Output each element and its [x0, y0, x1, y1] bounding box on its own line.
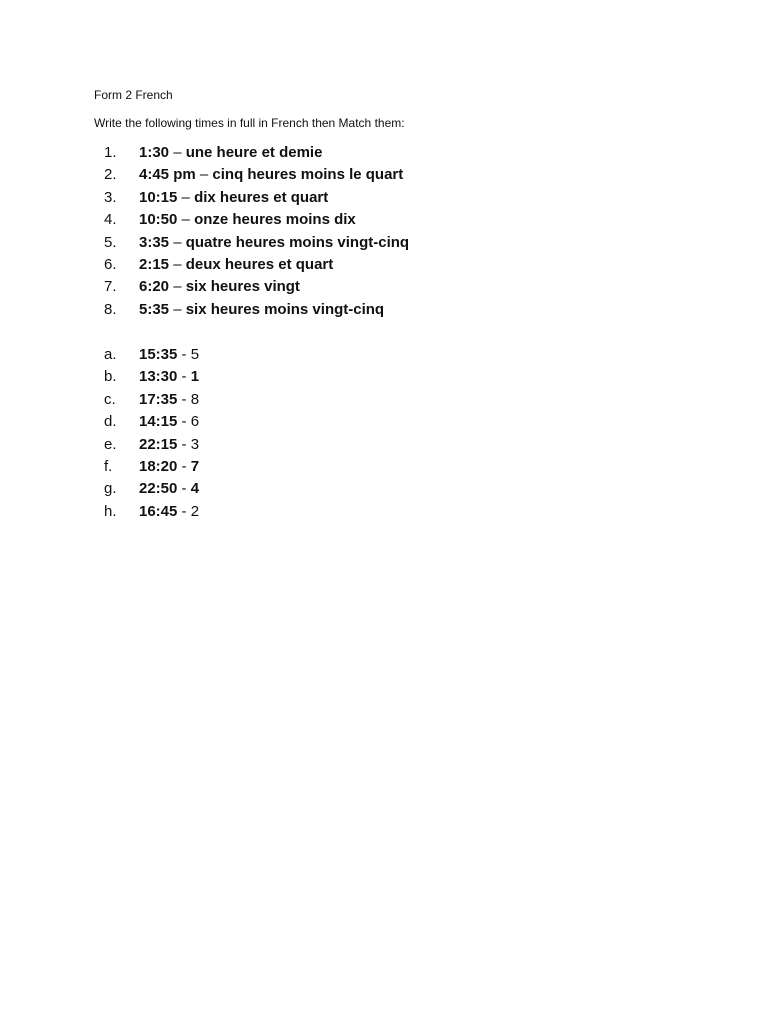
item-separator: -	[177, 435, 191, 453]
item-separator: -	[177, 480, 191, 498]
lettered-item	[104, 366, 199, 388]
item-marker: d.	[104, 413, 117, 431]
item-marker: b.	[104, 368, 117, 386]
item-marker: a.	[104, 346, 117, 363]
lettered-item	[104, 389, 199, 411]
lettered-item	[104, 456, 199, 478]
item-french-text: six heures vingt	[185, 278, 300, 296]
lettered-item	[104, 411, 199, 433]
lettered-item	[104, 434, 199, 456]
item-separator: –	[169, 144, 186, 161]
item-time: 16:45	[139, 502, 178, 520]
item-french-text: onze heures moins dix	[194, 211, 356, 229]
item-time: 18:20	[139, 457, 178, 475]
numbered-item	[104, 276, 409, 298]
item-separator: –	[177, 211, 195, 229]
item-time: 10:15	[139, 188, 178, 206]
item-match-number: 6	[190, 413, 200, 431]
document-title: Form 2 French	[94, 88, 173, 102]
numbered-item	[104, 164, 409, 186]
item-marker: 3.	[104, 188, 117, 206]
item-separator: -	[177, 368, 191, 386]
item-match-number: 3	[190, 435, 200, 453]
item-french-text: six heures moins vingt-cinq	[185, 300, 385, 318]
item-marker: 1.	[104, 144, 117, 161]
item-time: 1:30	[139, 144, 170, 161]
item-separator: -	[177, 502, 191, 520]
item-separator: -	[177, 390, 191, 408]
numbered-item	[104, 187, 409, 209]
item-time: 2:15	[139, 255, 170, 273]
item-marker: 7.	[104, 278, 117, 296]
item-separator: –	[169, 233, 186, 251]
item-time: 13:30	[139, 368, 178, 386]
item-time: 14:15	[139, 413, 178, 431]
numbered-item	[104, 142, 409, 164]
numbered-list	[104, 142, 409, 321]
item-marker: 8.	[104, 300, 117, 318]
item-french-text: une heure et demie	[185, 144, 323, 161]
item-separator: –	[177, 188, 195, 206]
instruction-text: Write the following times in full in French then Match them:	[94, 116, 405, 130]
numbered-item	[104, 299, 409, 321]
item-marker: h.	[104, 502, 117, 520]
lettered-list	[104, 344, 199, 523]
item-time: 15:35	[139, 346, 178, 363]
item-marker: g.	[104, 480, 117, 498]
numbered-item	[104, 232, 409, 254]
item-marker: 2.	[104, 166, 117, 184]
item-marker: f.	[104, 457, 113, 475]
item-separator: –	[195, 166, 213, 184]
item-french-text: deux heures et quart	[185, 255, 334, 273]
item-separator: -	[177, 346, 191, 363]
item-time: 17:35	[139, 390, 178, 408]
item-separator: –	[169, 278, 186, 296]
item-match-number: 1	[190, 368, 200, 386]
item-time: 22:50	[139, 480, 178, 498]
item-marker: e.	[104, 435, 117, 453]
item-separator: -	[177, 413, 191, 431]
item-french-text: cinq heures moins le quart	[212, 166, 404, 184]
lettered-item	[104, 344, 199, 366]
item-match-number: 4	[190, 480, 200, 498]
item-separator: –	[169, 255, 186, 273]
item-separator: –	[169, 300, 186, 318]
item-time: 22:15	[139, 435, 178, 453]
item-marker: c.	[104, 390, 116, 408]
item-match-number: 5	[190, 346, 200, 363]
item-french-text: dix heures et quart	[194, 188, 329, 206]
item-time: 4:45 pm	[139, 166, 196, 184]
item-time: 3:35	[139, 233, 170, 251]
numbered-item	[104, 209, 409, 231]
item-match-number: 7	[190, 457, 200, 475]
item-marker: 6.	[104, 255, 117, 273]
item-match-number: 8	[190, 390, 200, 408]
item-time: 6:20	[139, 278, 170, 296]
item-time: 10:50	[139, 211, 178, 229]
item-match-number: 2	[190, 502, 200, 520]
item-marker: 5.	[104, 233, 117, 251]
item-marker: 4.	[104, 211, 117, 229]
item-separator: -	[177, 457, 191, 475]
numbered-item	[104, 254, 409, 276]
lettered-item	[104, 501, 199, 523]
lettered-item	[104, 478, 199, 500]
item-time: 5:35	[139, 300, 170, 318]
item-french-text: quatre heures moins vingt-cinq	[185, 233, 410, 251]
